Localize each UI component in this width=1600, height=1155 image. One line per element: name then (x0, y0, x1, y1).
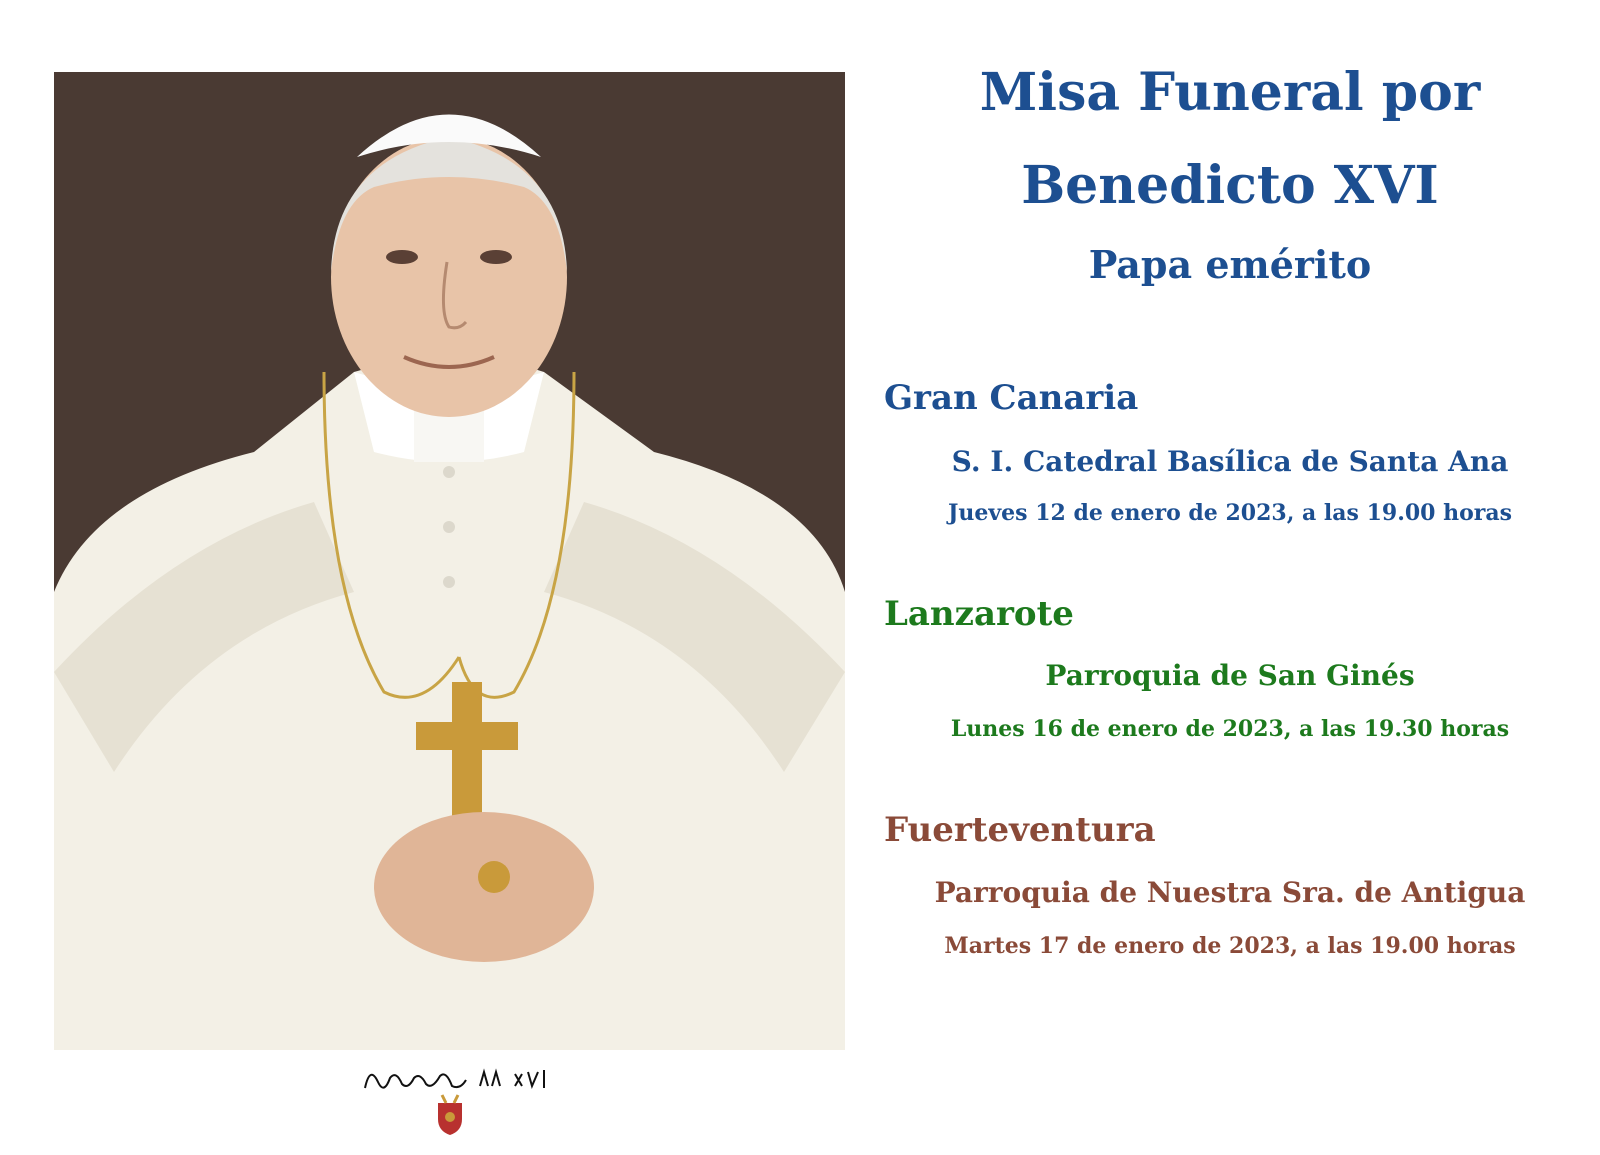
event-datetime-lanzarote: Lunes 16 de enero de 2023, a las 19.30 horas (950, 716, 1510, 742)
page-title-line1: Misa Funeral por (979, 62, 1481, 123)
event-island-fuerteventura: Fuerteventura (884, 810, 1156, 850)
portrait-illustration (54, 72, 845, 1050)
event-datetime-gran-canaria: Jueves 12 de enero de 2023, a las 19.00 horas (947, 500, 1513, 526)
event-island-lanzarote: Lanzarote (884, 594, 1074, 634)
coat-of-arms-icon (432, 1093, 468, 1137)
event-venue-lanzarote: Parroquia de San Ginés (1045, 659, 1415, 692)
event-datetime-fuerteventura: Martes 17 de enero de 2023, a las 19.00 horas (944, 933, 1516, 959)
event-venue-fuerteventura: Parroquia de Nuestra Sra. de Antigua (934, 876, 1526, 909)
event-venue-gran-canaria: S. I. Catedral Basílica de Santa Ana (951, 445, 1509, 478)
event-island-gran-canaria: Gran Canaria (884, 378, 1139, 418)
page-subtitle: Papa emérito (1088, 242, 1372, 287)
portrait-photo (54, 72, 845, 1050)
page-title-line2: Benedicto XVI (1021, 155, 1439, 216)
